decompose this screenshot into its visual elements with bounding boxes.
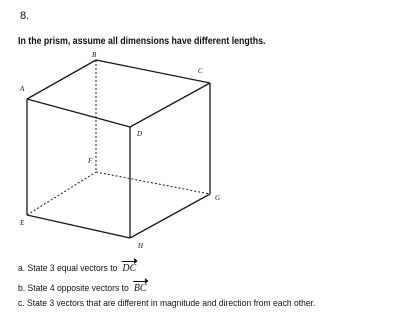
question-number: 8. bbox=[20, 10, 30, 22]
part-b-text: b. State 4 opposite vectors to bbox=[18, 283, 129, 294]
vertex-label-g: G bbox=[215, 194, 221, 202]
vertex-label-b: B bbox=[92, 51, 97, 59]
question-intro: In the prism, assume all dimensions have different lengths. bbox=[18, 36, 266, 47]
edge-a-b bbox=[27, 60, 96, 99]
edge-e-h bbox=[27, 215, 130, 238]
edge-a-d bbox=[27, 99, 130, 127]
vertex-label-e: E bbox=[20, 219, 25, 227]
question-part-c bbox=[18, 298, 315, 309]
question-part-a bbox=[18, 262, 137, 274]
edge-f-g bbox=[96, 172, 210, 194]
vertex-label-f: F bbox=[88, 157, 93, 165]
vertex-label-h: H bbox=[138, 242, 144, 250]
vertex-label-d: D bbox=[137, 130, 143, 138]
edge-e-f bbox=[27, 172, 96, 215]
vertex-label-a: A bbox=[20, 85, 25, 93]
question-part-b bbox=[18, 282, 147, 294]
part-a-text: a. State 3 equal vectors to bbox=[18, 263, 118, 274]
vector-bc: BC bbox=[133, 282, 147, 294]
vertex-label-c: C bbox=[198, 67, 203, 75]
edge-b-c bbox=[96, 60, 210, 83]
part-c-text: c. State 3 vectors that are different in magnitude and direction from each other. bbox=[18, 298, 316, 309]
edge-d-c bbox=[130, 83, 210, 127]
edge-h-g bbox=[130, 194, 210, 238]
vector-dc: DC bbox=[122, 262, 137, 274]
